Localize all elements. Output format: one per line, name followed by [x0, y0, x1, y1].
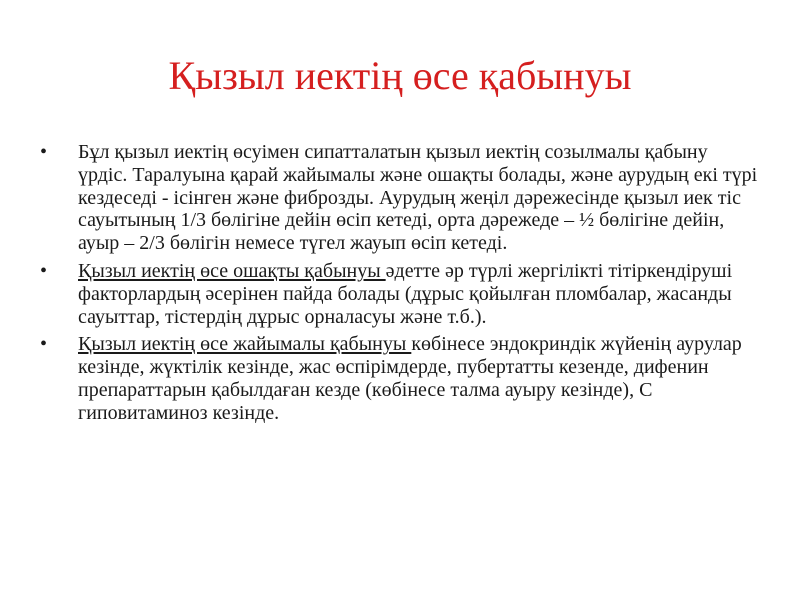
bullet-item-2	[38, 260, 760, 328]
bullet-item-3	[38, 333, 760, 424]
bullet-underlined-term: Қызыл иектің өсе жайымалы қабынуы	[78, 333, 412, 356]
bullet-item-1	[38, 141, 760, 255]
bullet-text: көбінесе эндокриндік жүйенің аурулар кезінде, жүктілік кезінде, жас өспірімдерде, пубертатты кезенде, дифенин препараттарын қабылдаған кезде (көбінесе талма ауыру кезінде), С гиповитаминоз кезінде.	[78, 333, 742, 424]
bullet-text: әдетте әр түрлі жергілікті тітіркендіруші факторлардың әсерінен пайда болады (дұрыс қойылған пломбалар, жасанды сауыттар, тістердің дұрыс орналасуы және т.б.).	[78, 259, 733, 328]
bullet-list	[38, 141, 760, 430]
bullet-text: Бұл қызыл иектің өсуімен сипатталатын қызыл иектің созылмалы қабыну үрдіс. Таралуына қарай жайымалы және ошақты болады, және аурудың екі түрі кездеседі - ісінген және фиброзды. Аурудың жеңіл дәрежесінде қызыл иек тіс сауытының 1/3 бөлігіне дейін өсіп кетеді, орта дәрежеде – ½ бөлігіне дейін, ауыр – 2/3 бөлігін немесе түгел жауып өсіп кетеді.	[78, 141, 758, 255]
bullet-dot-icon: •	[40, 259, 48, 282]
bullet-dot-icon: •	[40, 141, 48, 163]
slide-title: Қызыл иектің өсе қабынуы	[168, 53, 632, 98]
bullet-underlined-term: Қызыл иектің өсе ошақты қабынуы	[78, 259, 386, 282]
bullet-dot-icon: •	[40, 333, 48, 356]
